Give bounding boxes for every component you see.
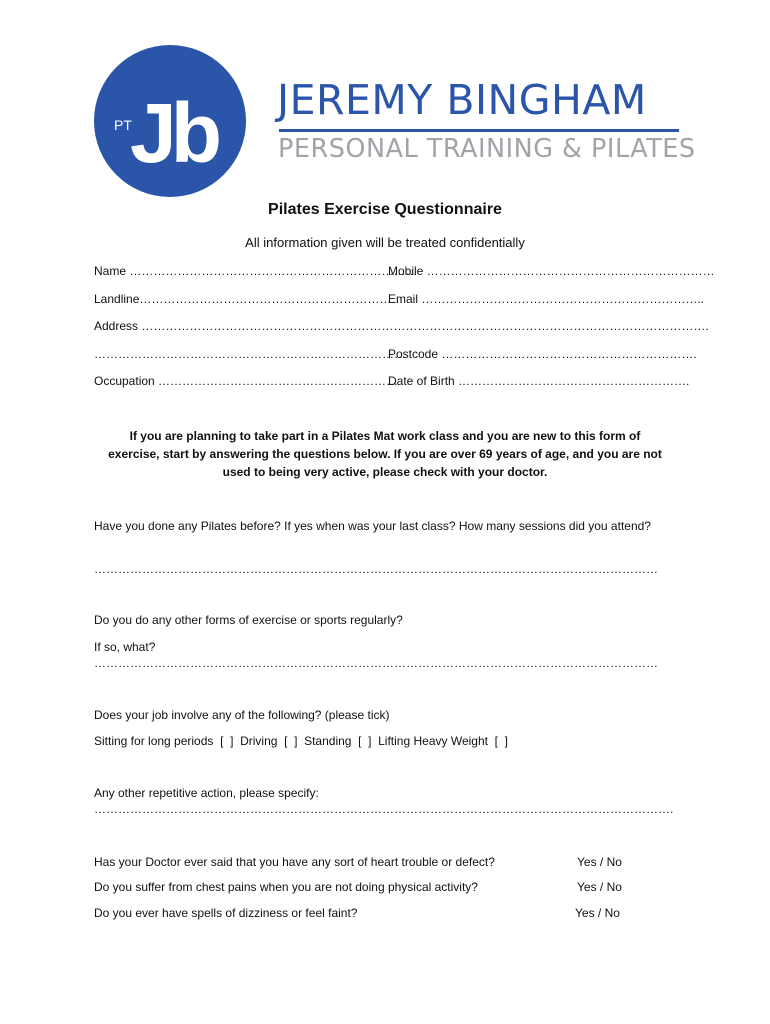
landline-field[interactable]: Landline………………………………………………………… bbox=[94, 292, 404, 306]
brand-divider bbox=[279, 129, 679, 132]
intro-line: If you are planning to take part in a Pilates Mat work class and you are new to this form of bbox=[129, 429, 641, 443]
intro-notice bbox=[90, 427, 680, 481]
logo-pt-text: PT bbox=[114, 117, 132, 133]
brand-logo bbox=[90, 42, 250, 202]
yes-no-heart-trouble[interactable]: Yes / No bbox=[577, 855, 622, 869]
question-repetitive-action: Any other repetitive action, please specify: bbox=[94, 786, 319, 800]
answer-line-pilates-experience[interactable]: …………………………………………………………………………………………………………………………… bbox=[94, 562, 658, 576]
job-activity-tick-options[interactable]: Sitting for long periods [ ] Driving [ ] Standing [ ] Lifting Heavy Weight [ ] bbox=[94, 734, 508, 748]
answer-line-repetitive-action[interactable]: ………………………………………………………………………………………………………………………………. bbox=[94, 802, 674, 816]
question-heart-trouble: Has your Doctor ever said that you have any sort of heart trouble or defect? bbox=[94, 855, 495, 869]
intro-line: used to being very active, please check with your doctor. bbox=[222, 465, 548, 479]
address-line-2-field[interactable]: …………………………………………………………………… bbox=[94, 347, 406, 361]
brand-tagline: PERSONAL TRAINING & PILATES bbox=[278, 134, 696, 164]
question-pilates-experience: Have you done any Pilates before? If yes when was your last class? How many sessions did you attend? bbox=[94, 519, 651, 533]
name-field[interactable]: Name ……………………………………………………………… bbox=[94, 264, 418, 278]
intro-line: exercise, start by answering the questions below. If you are over 69 years of age, and you are not bbox=[108, 447, 662, 461]
brand-name: JEREMY BINGHAM bbox=[277, 76, 647, 124]
postcode-field[interactable]: Postcode ………………………………………………………. bbox=[388, 347, 697, 361]
yes-no-chest-pains[interactable]: Yes / No bbox=[577, 880, 622, 894]
email-field[interactable]: Email …………………………………………………………….. bbox=[388, 292, 705, 306]
question-job-activities: Does your job involve any of the following? (please tick) bbox=[94, 708, 390, 722]
question-chest-pains: Do you suffer from chest pains when you are not doing physical activity? bbox=[94, 880, 478, 894]
mobile-field[interactable]: Mobile ……………………………………………………………… bbox=[388, 264, 715, 278]
question-other-exercise-sub: If so, what? bbox=[94, 640, 156, 654]
occupation-field[interactable]: Occupation …………………………………………………… bbox=[94, 374, 399, 388]
answer-line-other-exercise[interactable]: …………………………………………………………………………………………………………………………… bbox=[94, 656, 658, 670]
form-title: Pilates Exercise Questionnaire bbox=[268, 201, 502, 218]
logo-jb-text: Jb bbox=[130, 86, 217, 180]
form-subtitle: All information given will be treated confidentially bbox=[245, 235, 525, 250]
question-dizziness: Do you ever have spells of dizziness or feel faint? bbox=[94, 906, 358, 920]
question-other-exercise: Do you do any other forms of exercise or sports regularly? bbox=[94, 613, 403, 627]
address-field[interactable]: Address ……………………………………………………………………………………………………………………………. bbox=[94, 319, 709, 333]
yes-no-dizziness[interactable]: Yes / No bbox=[575, 906, 620, 920]
date-of-birth-field[interactable]: Date of Birth …………………………………………………. bbox=[388, 374, 690, 388]
